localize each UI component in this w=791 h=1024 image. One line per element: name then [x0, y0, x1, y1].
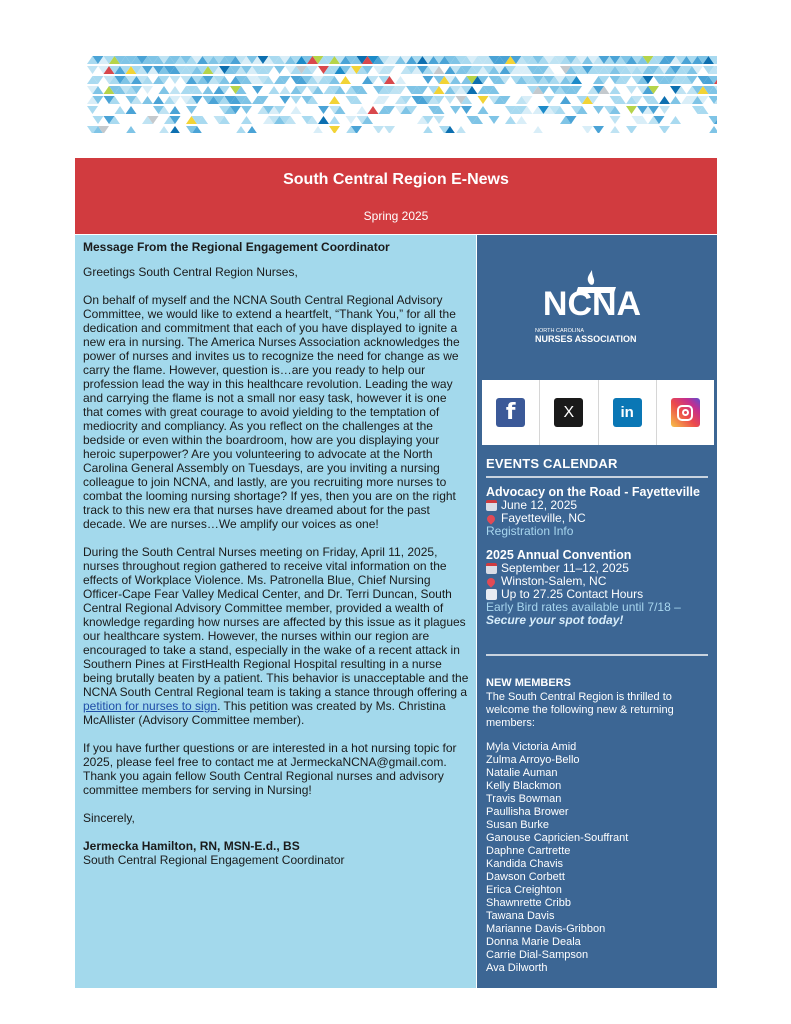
banner-triangle: [159, 126, 170, 133]
banner-triangle: [659, 106, 670, 114]
banner-triangle: [329, 96, 340, 104]
banner-triangle: [280, 86, 291, 94]
banner-triangle: [269, 86, 280, 94]
logo-wordmark: NCNA: [542, 285, 642, 323]
new-members-intro: The South Central Region is thrilled to welcome the following new & returning members:: [486, 691, 674, 729]
linkedin-link[interactable]: [599, 380, 657, 445]
member-name: Travis Bowman: [486, 793, 562, 805]
paragraph-2-text: During the South Central Nurses meeting on Friday, April 11, 2025, nurses throughout region gathered to receive vital information on the effects of Workplace Violence. Ms. Patronella Blue, Chief Nursing Officer-Cape Fear Valley Medical Center, and Dr. Terri Duncan, South Central Regional Advisory Committee member, provided a wealth of knowledge regarding how nurses are affected by this issue as it plagues our healthcare system. However, the nurses within our region are encouraged to take a stand, especially in the wake of a recent attack in Southern Pines at FirstHealth Regional Hospital resulting in a nurse being brutally beaten by a patient. This behavior is unacceptable and the NCNA South Central Regional team is taking a stance through offering a: [83, 545, 469, 699]
banner-triangle: [505, 116, 516, 124]
location-pin-icon: [485, 576, 496, 587]
banner-triangle: [593, 106, 604, 114]
petition-link[interactable]: petition for nurses to sign: [83, 699, 218, 713]
banner-triangle: [593, 126, 604, 133]
banner-triangle: [544, 96, 555, 104]
banner-triangle: [456, 126, 467, 133]
facebook-icon[interactable]: f: [496, 398, 525, 427]
banner-triangle: [357, 106, 368, 114]
divider: [486, 654, 708, 656]
signature: [83, 839, 469, 867]
banner-triangle: [87, 66, 98, 74]
banner-triangle: [368, 106, 379, 114]
banner-triangle: [346, 116, 357, 124]
banner-triangle: [709, 126, 718, 133]
banner-triangle: [516, 116, 527, 124]
events-calendar-title: EVENTS CALENDAR: [486, 456, 618, 471]
banner-triangle: [126, 126, 137, 133]
member-name: Carrie Dial-Sampson: [486, 949, 589, 961]
banner-triangle: [610, 126, 621, 133]
paragraph-2-text-end: . This petition was created by Ms. Christina McAllister (Advisory Committee member).: [83, 699, 446, 727]
banner-triangle: [626, 126, 637, 133]
member-name: Shawnrette Cribb: [486, 897, 571, 909]
banner-triangle: [126, 106, 137, 114]
banner-triangle: [236, 126, 247, 133]
banner-triangle: [423, 76, 434, 84]
event-date: June 12, 2025: [501, 498, 578, 512]
banner-triangle: [423, 126, 434, 133]
banner-triangle: [560, 96, 571, 104]
divider: [486, 476, 708, 478]
event-location: Winston-Salem, NC: [501, 574, 607, 588]
banner-triangle: [241, 116, 252, 124]
banner-triangle: [626, 86, 637, 94]
member-name: Marianne Davis-Gribbon: [486, 923, 606, 935]
banner-triangle: [87, 106, 98, 114]
new-members-title: NEW MEMBERS: [486, 677, 571, 689]
member-name: Paullisha Brower: [486, 806, 569, 818]
message-paragraph-3: If you have further questions or are interested in a hot nursing topic for 2025, please feel free to contact me at JermeckaNCNA@gmail.com. Thank you again fellow South Central Regional nurses and advisory committee members for serving in Nursing!: [83, 741, 457, 797]
banner-triangle: [489, 116, 500, 124]
member-name: Susan Burke: [486, 819, 549, 831]
banner-triangle: [115, 106, 126, 114]
early-bird-link[interactable]: Early Bird rates available until 7/18 –: [486, 600, 681, 614]
banner-triangle: [610, 86, 621, 94]
banner-triangle: [313, 126, 324, 133]
linkedin-icon[interactable]: in: [613, 398, 642, 427]
banner-triangle: [252, 86, 263, 94]
facebook-link[interactable]: [482, 380, 540, 445]
banner-triangle: [478, 106, 489, 114]
banner-triangle: [461, 106, 472, 114]
logo-line-2: NURSES ASSOCIATION: [535, 334, 637, 344]
member-name: Daphne Cartrette: [486, 845, 571, 857]
message-closing: Sincerely,: [83, 811, 135, 825]
banner-triangle: [274, 66, 285, 74]
signature-name: Jermecka Hamilton, RN, MSN-E.d., BS: [83, 839, 300, 853]
banner-triangle: [340, 76, 351, 84]
banner-triangle: [533, 126, 544, 133]
new-members-list: [486, 741, 628, 975]
banner-triangle: [445, 96, 456, 104]
banner-triangle: [610, 116, 621, 124]
newsletter-header: [75, 158, 717, 234]
member-name: Natalie Auman: [486, 767, 558, 779]
event-date: September 11–12, 2025: [501, 561, 629, 575]
banner-triangle: [142, 96, 153, 104]
member-name: Ava Dilworth: [486, 962, 548, 974]
banner-triangle: [291, 96, 302, 104]
banner-triangle: [659, 126, 670, 133]
banner-triangle: [280, 96, 291, 104]
banner-triangle: [329, 126, 340, 133]
signature-title: South Central Regional Engagement Coordinator: [83, 853, 345, 867]
message-paragraph-1: On behalf of myself and the NCNA South Central Regional Advisory Committee, we would like to extend a heartfelt, “Thank You,” for all the dedication and commitment that each of you have displayed to ignite a new era in nursing. The America Nurses Association acknowledges the power of nurses and invites us to recognize the need for change as we carry the flame. However, question is…are you ready to help our profession lead the way in this healthcare revolution. Leading the way and carrying the flame is not a small nor easy task, however it is one that comes with great courage to avoid yielding to the temptation of mediocrity and compliancy. As you reflect on the challenges at the bedside or even within the boardroom, how are you displaying your heroic superpower? Are you volunteering to advocate at the North Carolina General Assembly on Tuesdays, are you inviting a nursing colleague to join NCNA, and lastly, are you recruiting more nurses to combat the looming nursing shortage? If yes, then you are on the right track to this new era that nurses have dreamed about for the past decade. We are nurses…We amplify our voices as one!: [83, 293, 460, 531]
message-heading: Message From the Regional Engagement Coordinator: [83, 240, 390, 254]
calendar-icon: [486, 500, 497, 511]
member-name: Donna Marie Deala: [486, 936, 581, 948]
member-name: Kelly Blackmon: [486, 780, 562, 792]
event-convention: [486, 548, 714, 627]
banner-triangle: [241, 106, 252, 114]
location-pin-icon: [485, 513, 496, 524]
banner-triangle: [93, 116, 104, 124]
banner-triangle: [153, 96, 164, 104]
sidebar: [477, 235, 717, 988]
banner-triangle: [670, 96, 681, 104]
banner-triangle: [373, 126, 384, 133]
event-title: Advocacy on the Road - Fayetteville: [486, 485, 700, 499]
banner-triangle: [582, 126, 593, 133]
member-name: Ganouse Capricien-Souffrant: [486, 832, 629, 844]
coordinator-message: [75, 235, 476, 988]
banner-triangle: [626, 106, 637, 114]
banner-triangle: [329, 116, 340, 124]
logo-line-1: NORTH CAROLINA: [535, 328, 585, 334]
banner-triangle: [384, 126, 395, 133]
x-icon[interactable]: X: [554, 398, 583, 427]
document-icon: [486, 589, 497, 600]
member-name: Kandida Chavis: [486, 858, 564, 870]
banner-triangle: [318, 106, 329, 114]
banner-triangle: [659, 96, 670, 104]
event-location: Fayetteville, NC: [501, 511, 586, 525]
member-name: Zulma Arroyo-Bello: [486, 754, 580, 766]
secure-spot-link[interactable]: Secure your spot today!: [486, 613, 624, 627]
event-hours: Up to 27.25 Contact Hours: [501, 587, 644, 601]
banner-triangle: [450, 106, 461, 114]
banner-triangle: [670, 116, 681, 124]
instagram-link[interactable]: [657, 380, 714, 445]
banner-triangle: [170, 76, 181, 84]
newsletter-title: South Central Region E-News: [283, 171, 509, 188]
banner-triangle: [395, 76, 406, 84]
message-paragraph-2: [83, 545, 469, 727]
banner-triangle: [203, 86, 214, 94]
calendar-icon: [486, 563, 497, 574]
social-links: [482, 380, 714, 445]
message-greeting: Greetings South Central Region Nurses,: [83, 265, 298, 279]
banner-triangle: [170, 106, 181, 114]
banner-triangle: [170, 86, 181, 94]
member-name: Tawana Davis: [486, 910, 555, 922]
banner-triangle: [159, 86, 170, 94]
ncna-logo: [534, 265, 664, 350]
banner-triangle: [186, 106, 197, 114]
member-name: Erica Creighton: [486, 884, 562, 896]
instagram-icon[interactable]: [671, 398, 700, 427]
event-title: 2025 Annual Convention: [486, 548, 632, 562]
x-link[interactable]: [540, 380, 598, 445]
banner-triangle: [170, 126, 181, 133]
decorative-triangle-banner: [87, 55, 717, 133]
banner-triangle: [434, 116, 445, 124]
banner-triangle: [291, 106, 302, 114]
banner-triangle: [318, 116, 329, 124]
banner-triangle: [142, 86, 153, 94]
member-name: Myla Victoria Amid: [486, 741, 577, 753]
newsletter-issue: Spring 2025: [363, 209, 429, 223]
member-name: Dawson Corbett: [486, 871, 565, 883]
registration-info-link[interactable]: Registration Info: [486, 524, 574, 538]
banner-triangle: [247, 126, 258, 133]
banner-triangle: [478, 96, 489, 104]
event-advocacy: [486, 485, 714, 538]
